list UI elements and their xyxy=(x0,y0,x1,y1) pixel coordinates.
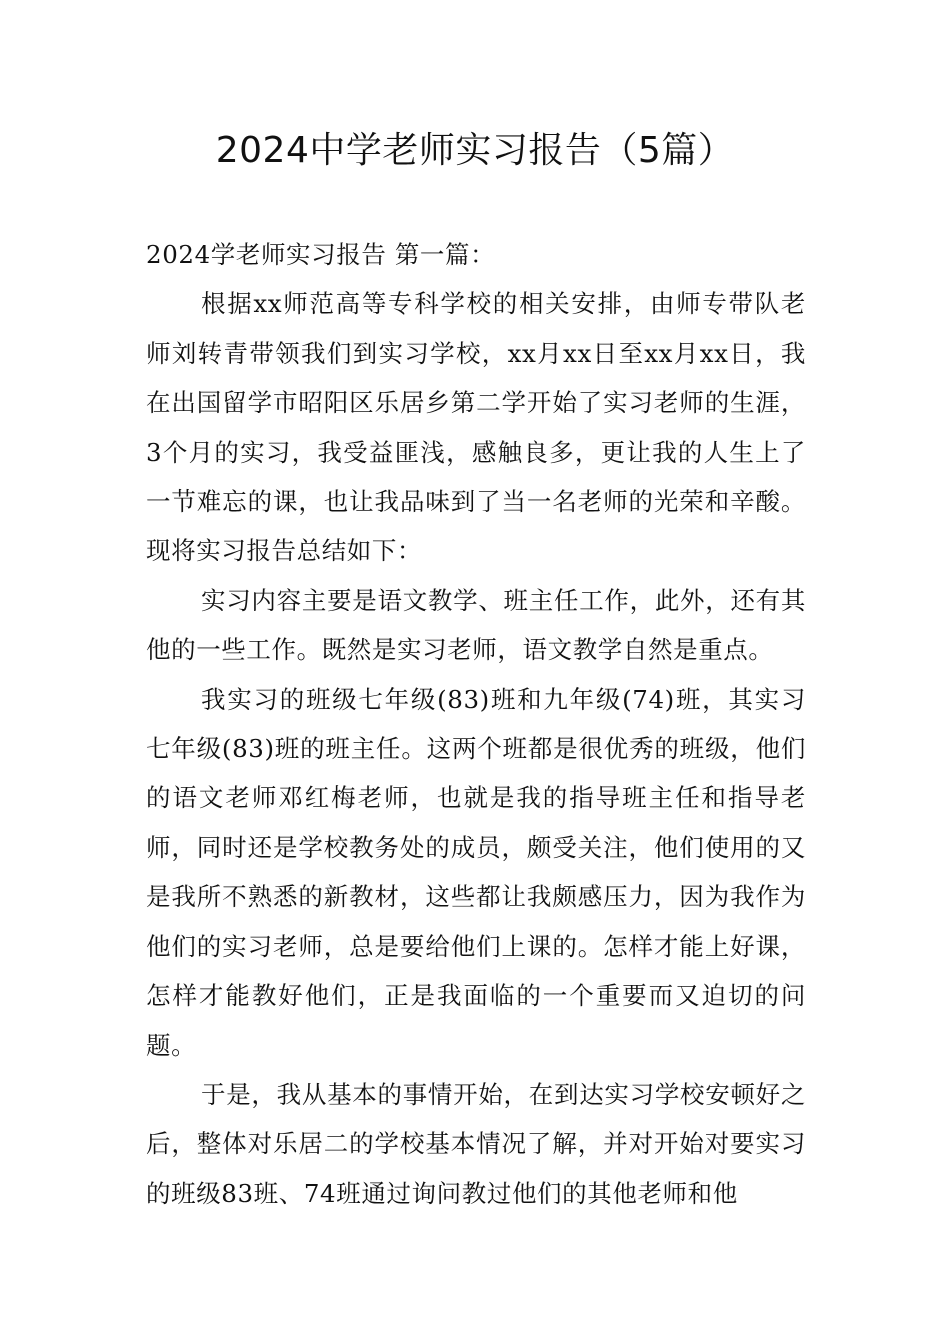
paragraph-4: 于是，我从基本的事情开始，在到达实习学校安顿好之后，整体对乐居二的学校基本情况了解，并对开始对要实习的班级83班、74班通过询问教过他们的其他老师和他 xyxy=(146,1079,806,1208)
document-title: 2024中学老师实习报告（5篇） xyxy=(215,130,735,171)
paragraph-3: 我实习的班级七年级(83)班和九年级(74)班，其实习七年级(83)班的班主任。这两个班都是很优秀的班级，他们的语文老师邓红梅老师，也就是我的指导班主任和指导老师，同时还是学校教务处的成员，颇受关注，他们使用的又是我所不熟悉的新教材，这些都让我颇感压力，因为我作为他们的实习老师，总是要给他们上课的。怎样才能上好课，怎样才能教好他们，正是我面临的一个重要而又迫切的问题。 xyxy=(146,684,806,1060)
paragraph-2: 实习内容主要是语文教学、班主任工作，此外，还有其他的一些工作。既然是实习老师，语文教学自然是重点。 xyxy=(146,585,806,665)
paragraph-1: 根据xx师范高等专科学校的相关安排，由师专带队老师刘转青带领我们到实习学校，xx月xx日至xx月xx日，我在出国留学市昭阳区乐居乡第二学开始了实习老师的生涯，3个月的实习，我受益匪浅，感触良多，更让我的人生上了一节难忘的课，也让我品味到了当一名老师的光荣和辛酸。现将实习报告总结如下： xyxy=(146,289,806,566)
document-body xyxy=(146,230,806,1218)
section-heading: 2024学老师实习报告 第一篇： xyxy=(146,240,496,269)
